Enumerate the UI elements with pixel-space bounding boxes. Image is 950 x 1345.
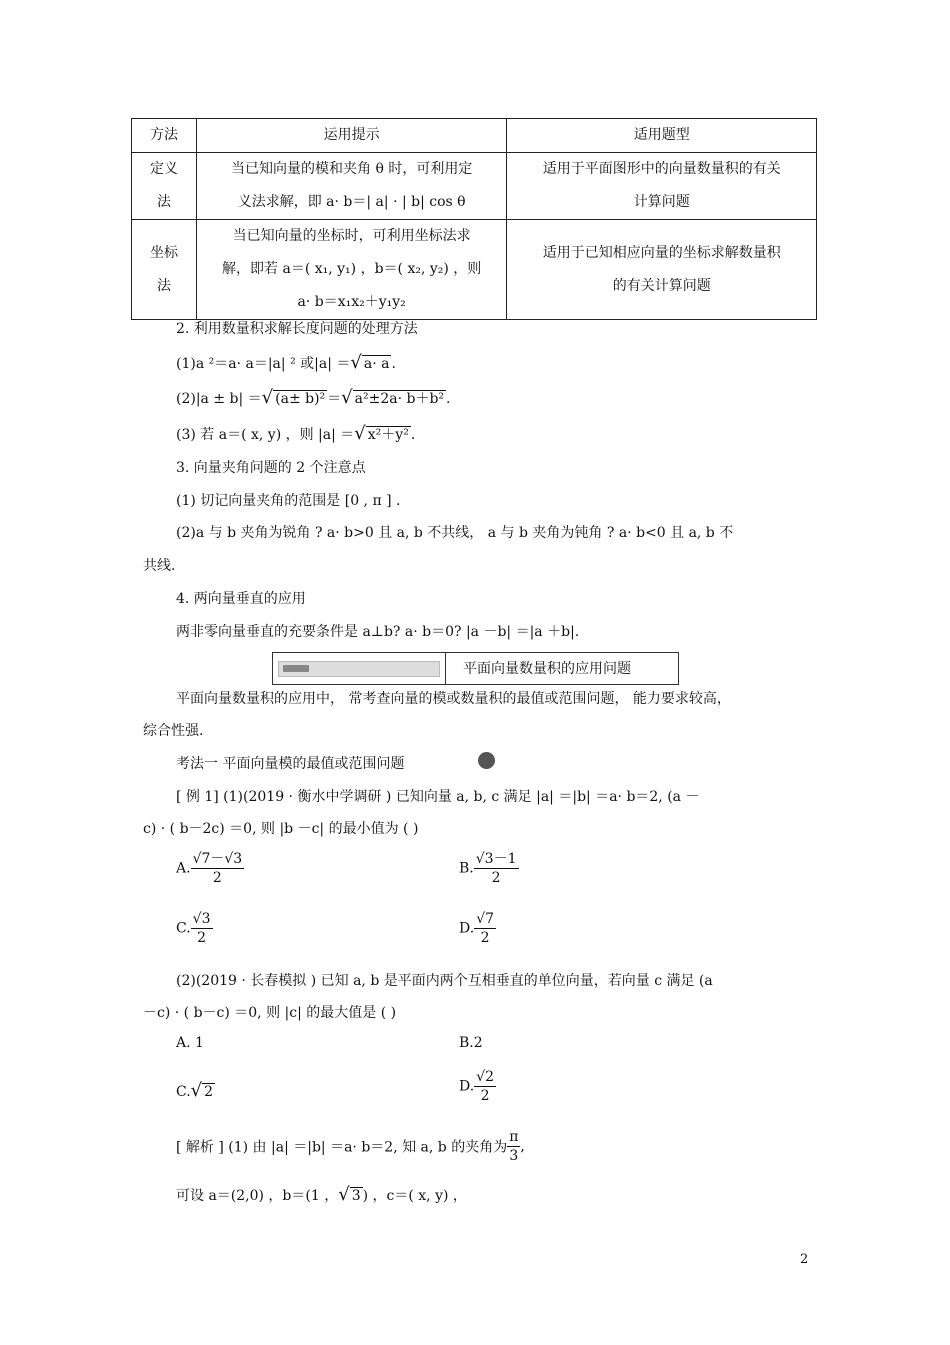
section2-line1: (1)a ²＝a· a＝|a| ² 或|a| ＝√ a· a .	[176, 352, 396, 373]
intro-line2: 综合性强.	[143, 723, 204, 739]
header-hint: 运用提示	[196, 119, 507, 153]
row-definition-method: 定义 法	[132, 153, 197, 220]
ex1-option-a: A. $\frac{√7-√3}{2}$	[176, 851, 243, 886]
ex1-option-b: B. $\frac{√3-1}{2}$	[459, 851, 517, 886]
header-use: 适用题型	[507, 119, 817, 153]
analysis-line1: [ 解析 ] (1) 由 |a| ＝|b| ＝a· b＝2, 知 a, b 的夹角为 $\frac{\pi}{3}$ ,	[176, 1129, 525, 1164]
ex1-option-d: D. $\frac{√7}{2}$	[459, 911, 495, 946]
example2-line2: －c) · ( b－c) ＝0, 则 |c| 的最大值是 ( )	[143, 1005, 397, 1021]
example1-line2: c) · ( b－2c) ＝0, 则 |b －c| 的最小值为 ( )	[143, 821, 419, 837]
section2-heading: 2. 利用数量积求解长度问题的处理方法	[176, 321, 418, 337]
section2-line3: (3) 若 a＝( x, y) ，则 |a| ＝√ x²＋y² .	[176, 423, 416, 444]
ex2-option-a: A. 1	[176, 1035, 204, 1051]
section3-line2-cont: 共线.	[143, 558, 176, 574]
ex2-option-d: D. $\frac{√2}{2}$	[459, 1069, 495, 1104]
page-number: 2	[800, 1252, 809, 1267]
ex1-option-c: C. $\frac{√3}{2}$	[176, 911, 211, 946]
topic-banner	[272, 652, 679, 685]
row-definition-use: 适用于平面图形中的向量数量积的有关 计算问题	[507, 153, 817, 220]
row-definition-hint: 当已知向量的模和夹角 θ 时，可利用定 义法求解，即 a· b＝| a| · | b| cos θ	[196, 153, 507, 220]
example2-line1: (2)(2019 · 长春模拟 ) 已知 a, b 是平面内两个互相垂直的单位向量，若向量 c 满足 (a	[176, 973, 713, 989]
section3-heading: 3. 向量夹角问题的 2 个注意点	[176, 460, 366, 476]
video-dot-icon	[478, 752, 495, 769]
banner-title: 平面向量数量积的应用问题	[463, 661, 631, 677]
analysis-line2: 可设 a＝(2,0) ，b＝(1 ，√ 3 ) ，c＝( x, y) ，	[176, 1184, 467, 1205]
method-table	[131, 118, 817, 320]
row-coordinate-hint: 当已知向量的坐标时，可利用坐标法求 解，即若 a＝( x₁, y₁) ，b＝( x₂, y₂) ，则 a· b＝x₁x₂＋y₁y₂	[196, 220, 507, 320]
section3-line2: (2)a 与 b 夹角为锐角 ? a· b>0 且 a, b 不共线， a 与 b 夹角为钝角 ? a· b<0 且 a, b 不	[176, 525, 734, 541]
banner-tag-icon	[278, 661, 440, 677]
row-coordinate-method: 坐标 法	[132, 220, 197, 320]
section2-line2: (2)|a ± b| ＝√ (a± b)² ＝√ a²±2a· b＋b² .	[176, 387, 451, 408]
ex2-option-c: C.√ 2	[176, 1080, 214, 1101]
row-coordinate-use: 适用于已知相应向量的坐标求解数量积 的有关计算问题	[507, 220, 817, 320]
intro-line1: 平面向量数量积的应用中， 常考查向量的模或数量积的最值或范围问题， 能力要求较高，	[176, 691, 731, 707]
section4-heading: 4. 两向量垂直的应用	[176, 591, 306, 607]
example1-line1: [ 例 1] (1)(2019 · 衡水中学调研 ) 已知向量 a, b, c 满足 |a| ＝|b| ＝a· b＝2, (a －	[176, 789, 700, 805]
ex2-option-b: B.2	[459, 1035, 483, 1051]
section3-line1: (1) 切记向量夹角的范围是 [0 , π ] .	[176, 493, 401, 509]
section4-line1: 两非零向量垂直的充要条件是 a⊥b? a· b＝0? |a －b| ＝|a ＋b|.	[176, 624, 580, 640]
header-method: 方法	[132, 119, 197, 153]
method1-title: 考法一 平面向量模的最值或范围问题	[176, 756, 405, 772]
